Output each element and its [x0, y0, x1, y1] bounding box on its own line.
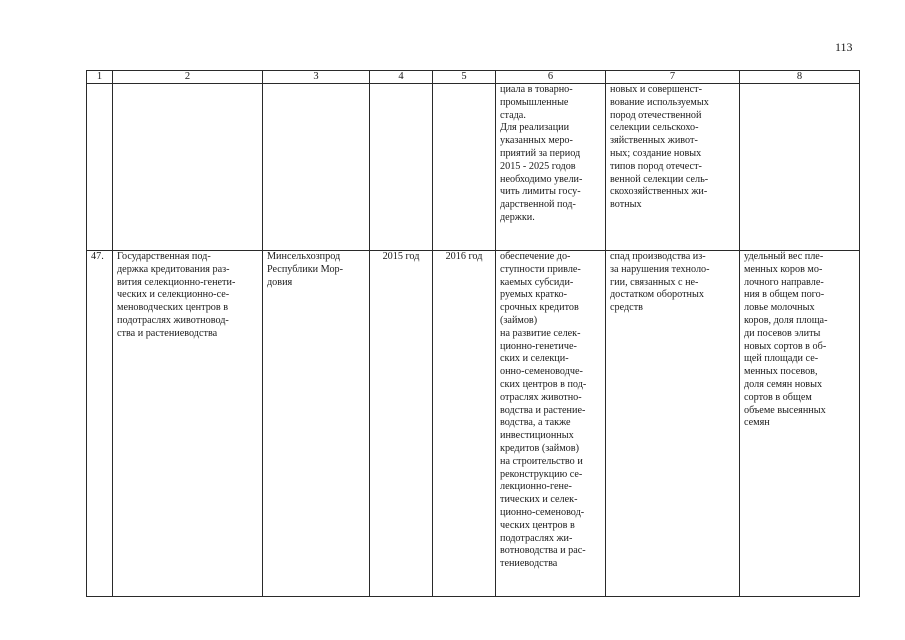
- cont-col-8-text: [740, 84, 860, 251]
- end-year: 2016 год: [433, 251, 496, 597]
- row-number: 47.: [87, 251, 113, 597]
- header-col-8: 8: [740, 71, 860, 84]
- cont-col-4: [370, 84, 433, 251]
- measures-table: [86, 70, 860, 597]
- cont-col-2: [113, 84, 263, 251]
- cont-col-6-text: циала в товарно- промышленные стада. Для реализации указанных меро- приятий за период 2015 - 2025 годов необходимо увели- чить лимиты госу- дарственной под- держки.: [496, 84, 606, 251]
- header-row: [87, 71, 860, 84]
- header-col-4: 4: [370, 71, 433, 84]
- consequences: спад производства из- за нарушения техноло- гии, связанных с не- достатком оборотных средств: [606, 251, 740, 597]
- header-col-6: 6: [496, 71, 606, 84]
- continuation-row: [87, 84, 860, 251]
- header-col-2: 2: [113, 71, 263, 84]
- header-col-3: 3: [263, 71, 370, 84]
- cont-col-7-text: новых и совершенст- вование используемых пород отечественной селекции сельскохо- зяйственных живот- ных; создание новых типов пород отечест- венной селекции сель- скохозяйственных жи- вотных: [606, 84, 740, 251]
- indicators: удельный вес пле- менных коров мо- лочного направле- ния в общем пого- ловье молочных коров, доля площа- ди посевов элиты новых сортов в об- щей площади се- менных посевов, доля семян новых сортов в общем объеме высеянных семян: [740, 251, 860, 597]
- page-number: 113: [835, 40, 853, 54]
- header-col-7: 7: [606, 71, 740, 84]
- cont-col-3: [263, 84, 370, 251]
- executor: Минсельхозпрод Республики Мор- довия: [263, 251, 370, 597]
- expected-result: обеспечение до- ступности привле- каемых субсиди- руемых кратко- срочных кредитов (займов) на развитие селек- ционно-генетиче- ских и селекци- онно-семеноводче- ских центров в под- отраслях животно- водства и растение- водства, а также инвестиционных кредитов (займов) на строительство и реконструкцию се- лекционно-гене- тических и селек- ционно-семеновод- ческих центров в подотраслях жи- вотноводства и рас- тениеводства: [496, 251, 606, 597]
- table-row-47: [87, 251, 860, 597]
- measure-name: Государственная под- держка кредитования раз- вития селекционно-генети- ческих и селекционно-се- меноводческих центров в подотраслях животновод- ства и растениеводства: [113, 251, 263, 597]
- header-col-1: 1: [87, 71, 113, 84]
- cont-col-5: [433, 84, 496, 251]
- header-col-5: 5: [433, 71, 496, 84]
- start-year: 2015 год: [370, 251, 433, 597]
- cont-col-1: [87, 84, 113, 251]
